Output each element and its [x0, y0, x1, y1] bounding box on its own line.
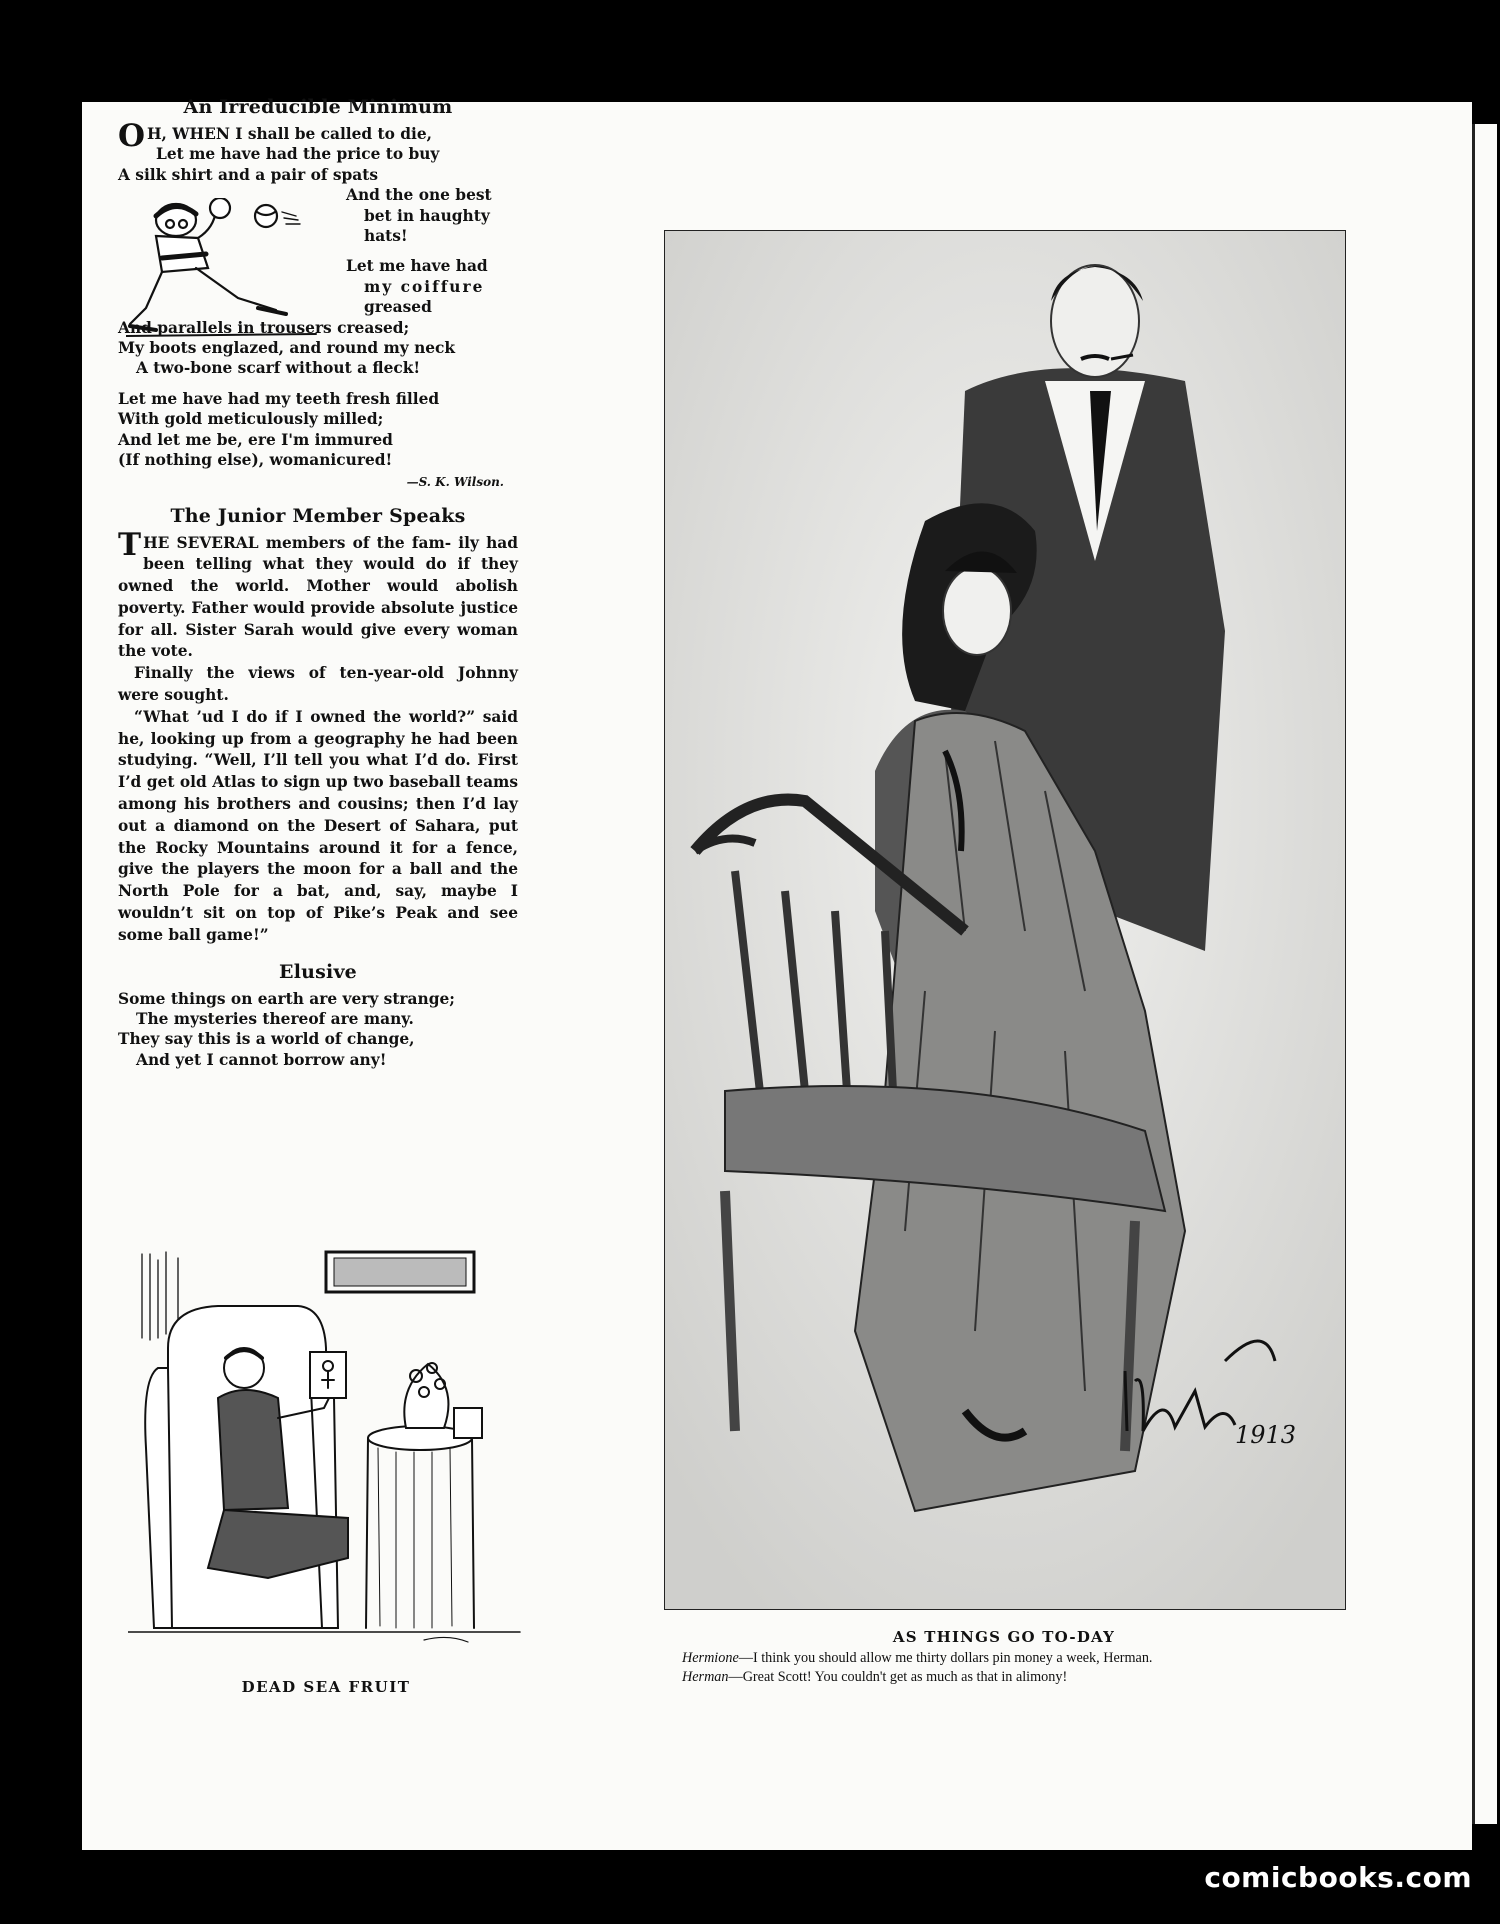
- facing-page-edge: [1472, 124, 1497, 1824]
- poem2-title: Elusive: [279, 960, 357, 983]
- poem1: [118, 118, 518, 489]
- poem2-line: And yet I cannot borrow any!: [136, 1050, 387, 1069]
- poem1-line: Let me have had: [346, 257, 488, 276]
- dialogue-line-1: [682, 1650, 1344, 1667]
- story-paragraph: Finally the views of ten-year-old Johnny were sought.: [118, 664, 518, 705]
- poem1-line: hats!: [364, 227, 408, 246]
- story-paragraph: ily had been telling what they would do if they owned the world. Mother would abolish poverty. Father would provide absolute justice for all. Sister Sarah would give every woman the vote.: [118, 533, 518, 661]
- story-title: The Junior Member Speaks: [170, 504, 466, 527]
- poem1-credit: —S. K. Wilson.: [406, 474, 504, 489]
- left-column: [118, 96, 518, 1070]
- poem1-line: A two-bone scarf without a fleck!: [136, 359, 421, 378]
- poem1-line: And parallels in trousers creased;: [118, 318, 410, 337]
- poem1-line: bet in haughty: [364, 206, 490, 225]
- illustration-title: AS THINGS GO TO-DAY: [892, 1628, 1116, 1646]
- poem1-line: Let me have had the price to buy: [156, 145, 440, 164]
- speaker-name: Hermione: [682, 1650, 739, 1666]
- poem1-line: Let me have had my teeth fresh filled: [118, 389, 440, 408]
- dialogue-line-2: [682, 1669, 1344, 1686]
- poem1-right-lines: [346, 185, 518, 317]
- baseball-player-illustration: [126, 198, 346, 344]
- story-paragraph: HE SEVERAL members of the fam-: [143, 533, 452, 552]
- poem2-line: They say this is a world of change,: [118, 1030, 415, 1049]
- main-illustration: [664, 230, 1346, 1610]
- poem1-line: My boots englazed, and round my neck: [118, 339, 456, 358]
- speaker-name: Herman: [682, 1669, 729, 1685]
- couple-illustration: [665, 231, 1345, 1609]
- cartoon-caption: DEAD SEA FRUIT: [241, 1678, 411, 1696]
- poem1-line: greased: [364, 298, 432, 317]
- dialogue-text: —Great Scott! You couldn't get as much as that in alimony!: [728, 1669, 1068, 1685]
- poem1-dropcap: O: [118, 118, 146, 154]
- story-dropcap: T: [118, 526, 142, 563]
- site-watermark: comicbooks.com: [1204, 1861, 1472, 1894]
- poem1-line: my coiffure: [364, 277, 485, 296]
- cartoon: [128, 1248, 524, 1696]
- poem1-line: And the one best: [346, 186, 492, 205]
- poem1-line: And let me be, ere I'm immured: [118, 430, 393, 449]
- dialogue-text: —I think you should allow me thirty dollars pin money a week, Herman.: [738, 1650, 1153, 1666]
- poem2-line: The mysteries thereof are many.: [136, 1010, 414, 1029]
- story-paragraph: “What ’ud I do if I owned the world?” said he, looking up from a geography he had been studying. “Well, I’ll tell you what I’d do. First I’d get old Atlas to sign up two baseball teams among his brothers and cousins; then I’d lay out a diamond on the Desert of Sahara, put the Rocky Mountains around it for a fence, give the players the moon for a ball and the North Pole for a bat, and, say, maybe I wouldn’t sit on top of Pike’s Peak and see some ball game!”: [118, 707, 518, 944]
- poem1-line: (If nothing else), womanicured!: [118, 451, 393, 470]
- signature-year: 1913: [1235, 1421, 1297, 1449]
- main-caption: [664, 1628, 1344, 1688]
- poem1-title: An Irreducible Minimum: [183, 96, 453, 118]
- old-man-armchair-illustration: [128, 1248, 524, 1666]
- poem2-line: Some things on earth are very strange;: [118, 989, 455, 1008]
- poem1-line: With gold meticulously milled;: [118, 410, 384, 429]
- poem1-line: H, WHEN I shall be called to die,: [147, 125, 433, 143]
- story-text: [118, 526, 518, 947]
- poem2: [118, 989, 518, 1071]
- poem1-line: A silk shirt and a pair of spats: [118, 165, 379, 184]
